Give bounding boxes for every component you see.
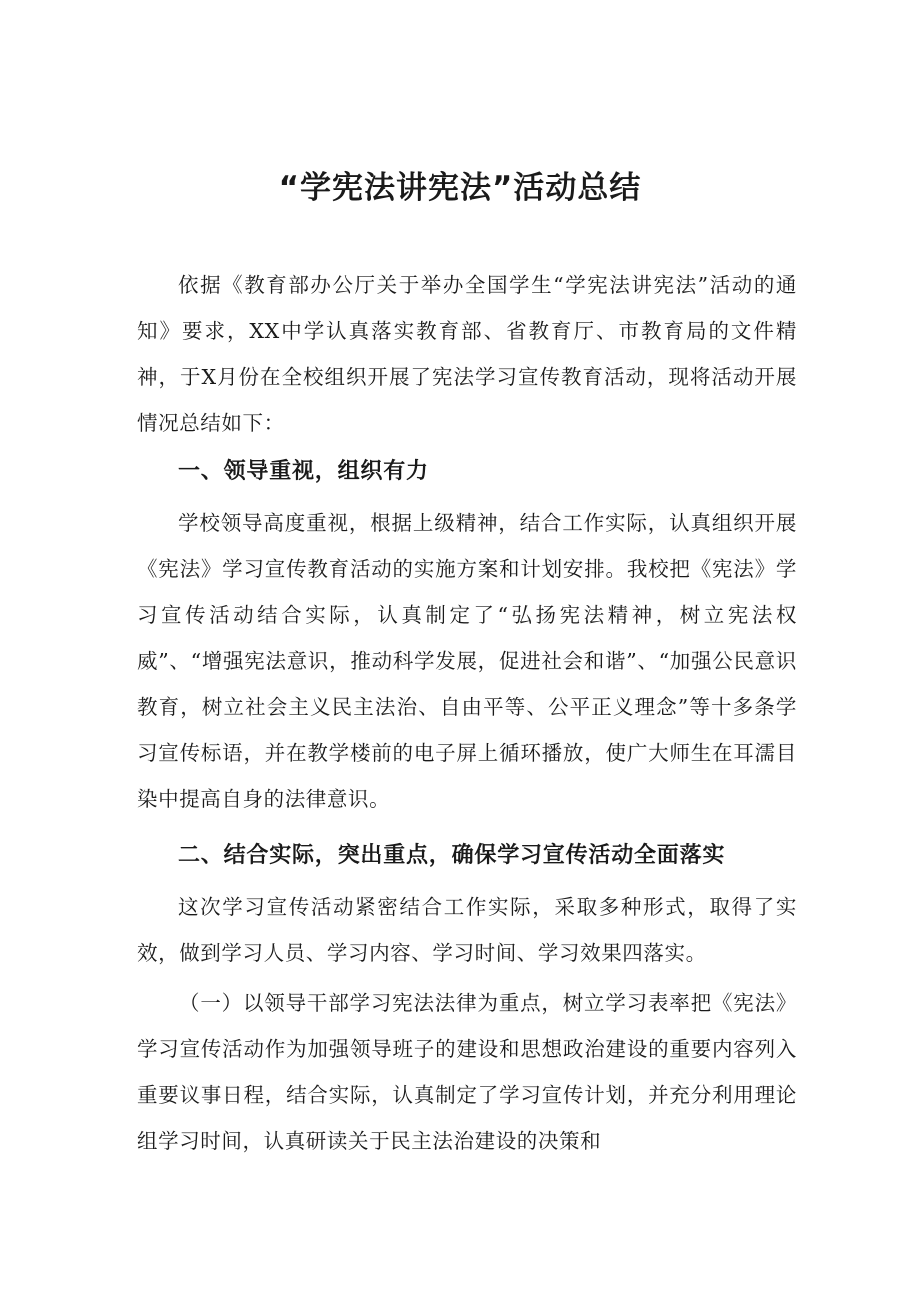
section-2-sub-paragraph: （一）以领导干部学习宪法法律为重点，树立学习表率把《宪法》学习宣传活动作为加强领导班子的建设和思想政治建设的重要内容列入重要议事日程，结合实际，认真制定了学习宣传计划，并充分利用理论组学习时间，认真研读关于民主法治建设的决策和 bbox=[137, 991, 797, 1153]
document-title: “学宪法讲宪法”活动总结 bbox=[278, 170, 642, 206]
section-2-heading: 二、结合实际，突出重点，确保学习宣传活动全面落实 bbox=[178, 843, 726, 868]
intro-paragraph: 依据《教育部办公厅关于举办全国学生“学宪法讲宪法”活动的通知》要求，XX中学认真落实教育部、省教育厅、市教育局的文件精神，于X月份在全校组织开展了宪法学习宣传教育活动，现将活动开展情况总结如下： bbox=[137, 273, 797, 435]
section-2-paragraph: 这次学习宣传活动紧密结合工作实际，采取多种形式，取得了实效，做到学习人员、学习内容、学习时间、学习效果四落实。 bbox=[137, 895, 797, 965]
section-1-heading: 一、领导重视，组织有力 bbox=[178, 459, 429, 484]
section-1-paragraph: 学校领导高度重视，根据上级精神，结合工作实际，认真组织开展《宪法》学习宣传教育活动的实施方案和计划安排。我校把《宪法》学习宣传活动结合实际，认真制定了“弘扬宪法精神，树立宪法权威”、“增强宪法意识，推动科学发展，促进社会和谐”、“加强公民意识教育，树立社会主义民主法治、自由平等、公平正义理念”等十多条学习宣传标语，并在教学楼前的电子屏上循环播放，使广大师生在耳濡目染中提高自身的法律意识。 bbox=[137, 511, 797, 811]
